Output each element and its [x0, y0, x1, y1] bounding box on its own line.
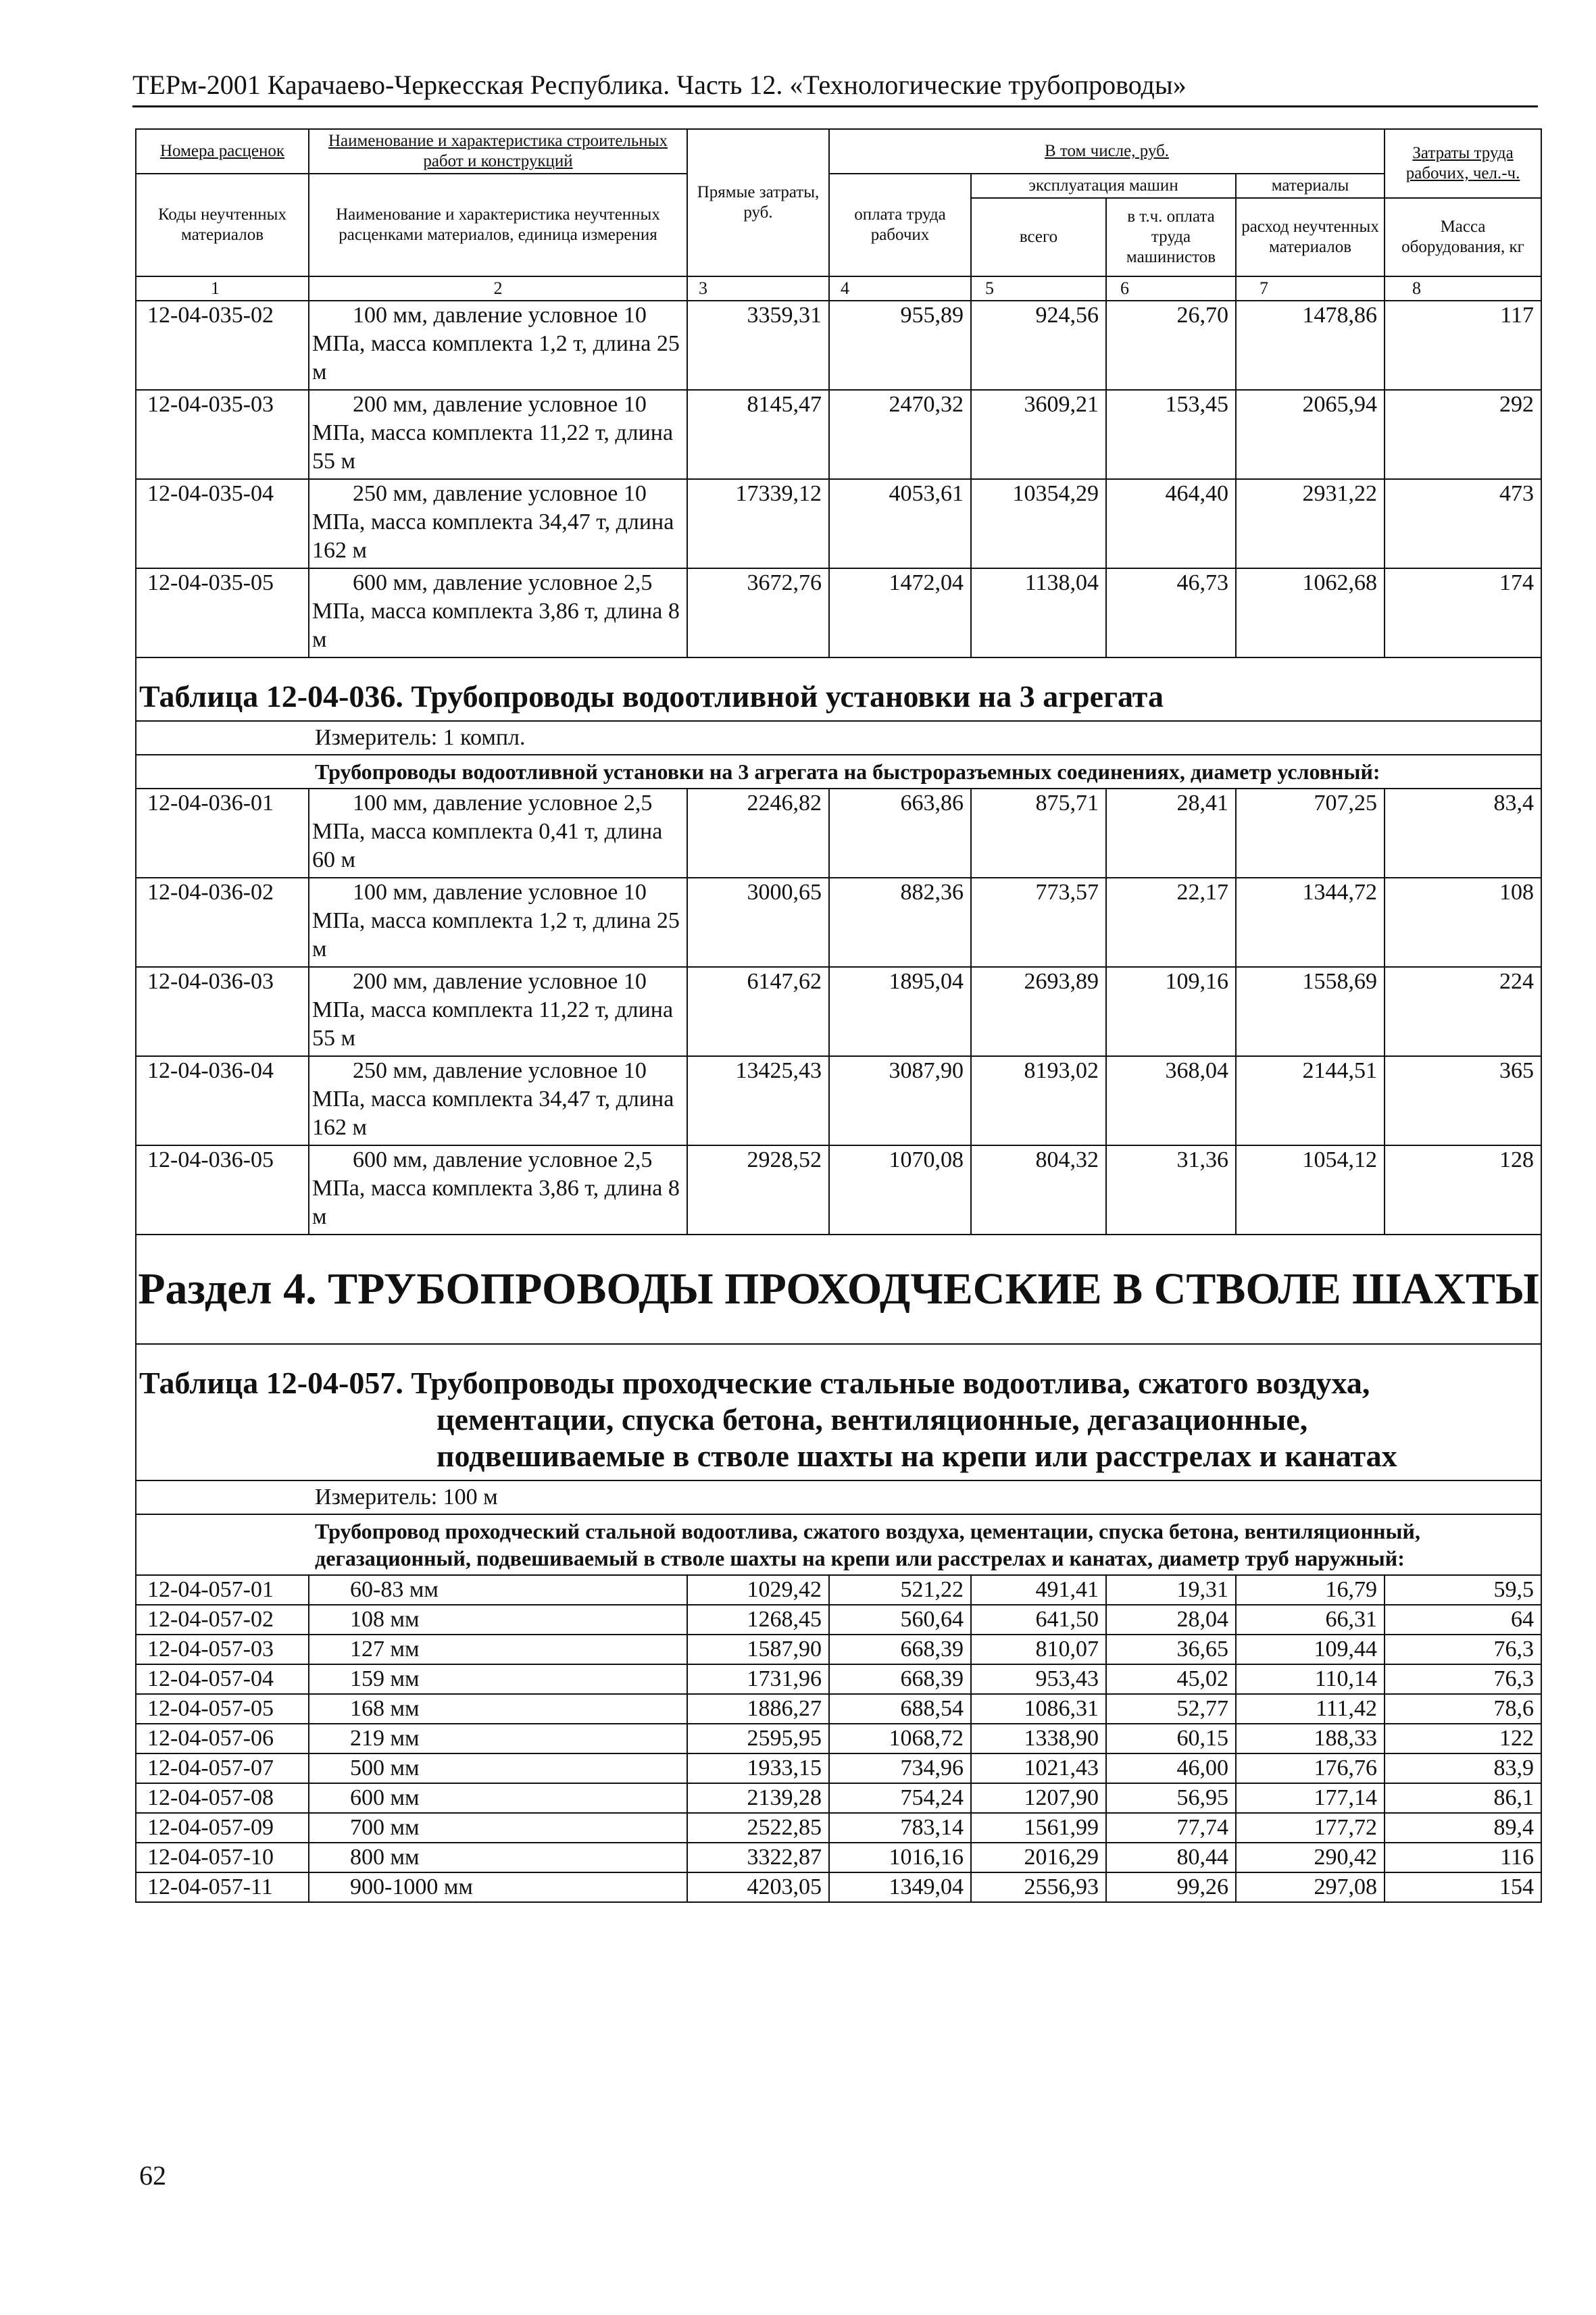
operators-pay: 19,31 [1106, 1575, 1236, 1605]
table-row [136, 967, 1541, 1056]
machines-total: 1138,04 [971, 568, 1106, 657]
materials-consumption: 16,79 [1236, 1575, 1385, 1605]
rate-code: 12-04-057-06 [136, 1724, 309, 1753]
operators-pay: 80,44 [1106, 1843, 1236, 1872]
operators-pay: 109,16 [1106, 967, 1236, 1056]
column-numbers-row [136, 276, 1541, 301]
operators-pay: 46,00 [1106, 1753, 1236, 1783]
machines-total: 773,57 [971, 878, 1106, 967]
table-12-04-036-head [136, 657, 1541, 789]
header-including: В том числе, руб. [829, 129, 1385, 174]
labor-hours: 117 [1385, 301, 1541, 390]
materials-consumption: 176,76 [1236, 1753, 1385, 1783]
materials-consumption: 707,25 [1236, 789, 1385, 878]
rates-table [135, 128, 1541, 1903]
machines-total: 8193,02 [971, 1056, 1106, 1145]
work-name: 250 мм, давление условное 10 МПа, масса комплекта 34,47 т, длина 162 м [309, 479, 687, 568]
machines-total: 1086,31 [971, 1694, 1106, 1724]
machines-total: 1021,43 [971, 1753, 1106, 1783]
rate-code: 12-04-036-03 [136, 967, 309, 1056]
machines-total: 641,50 [971, 1605, 1106, 1635]
rate-code: 12-04-035-05 [136, 568, 309, 657]
operators-pay: 77,74 [1106, 1813, 1236, 1843]
materials-consumption: 188,33 [1236, 1724, 1385, 1753]
rate-code: 12-04-057-11 [136, 1872, 309, 1902]
work-name: 127 мм [309, 1635, 687, 1664]
operators-pay: 26,70 [1106, 301, 1236, 390]
work-name: 600 мм, давление условное 2,5 МПа, масса комплекта 3,86 т, длина 8 м [309, 1145, 687, 1235]
table-row [136, 1635, 1541, 1664]
direct-costs: 6147,62 [687, 967, 829, 1056]
direct-costs: 2928,52 [687, 1145, 829, 1235]
labor-hours: 78,6 [1385, 1694, 1541, 1724]
column-number: 5 [971, 276, 1106, 301]
column-number: 1 [136, 276, 309, 301]
operators-pay: 22,17 [1106, 878, 1236, 967]
labor-pay: 1895,04 [829, 967, 971, 1056]
rate-code: 12-04-057-03 [136, 1635, 309, 1664]
table-row [136, 1664, 1541, 1694]
rate-code: 12-04-057-02 [136, 1605, 309, 1635]
operators-pay: 56,95 [1106, 1783, 1236, 1813]
measure-unit: Измеритель: 100 м [136, 1480, 1541, 1514]
labor-hours: 128 [1385, 1145, 1541, 1235]
direct-costs: 1933,15 [687, 1753, 829, 1783]
direct-costs: 3672,76 [687, 568, 829, 657]
materials-consumption: 1344,72 [1236, 878, 1385, 967]
materials-consumption: 290,42 [1236, 1843, 1385, 1872]
header-machines-total: всего [971, 198, 1106, 276]
materials-consumption: 2065,94 [1236, 390, 1385, 479]
operators-pay: 45,02 [1106, 1664, 1236, 1694]
table-row [136, 479, 1541, 568]
operators-pay: 464,40 [1106, 479, 1236, 568]
table-row [136, 1843, 1541, 1872]
materials-consumption: 1054,12 [1236, 1145, 1385, 1235]
table-row [136, 1575, 1541, 1605]
work-name: 600 мм [309, 1783, 687, 1813]
direct-costs: 17339,12 [687, 479, 829, 568]
work-name: 108 мм [309, 1605, 687, 1635]
labor-pay: 1349,04 [829, 1872, 971, 1902]
table-row [136, 1694, 1541, 1724]
machines-total: 953,43 [971, 1664, 1106, 1694]
labor-pay: 754,24 [829, 1783, 971, 1813]
work-name: 800 мм [309, 1843, 687, 1872]
labor-pay: 663,86 [829, 789, 971, 878]
labor-hours: 174 [1385, 568, 1541, 657]
section-title: Раздел 4. ТРУБОПРОВОДЫ ПРОХОДЧЕСКИЕ В СТВОЛЕ ШАХТЫ [136, 1235, 1541, 1344]
machines-total: 2693,89 [971, 967, 1106, 1056]
work-name: 500 мм [309, 1753, 687, 1783]
operators-pay: 368,04 [1106, 1056, 1236, 1145]
header-equipment-mass: Масса оборудования, кг [1385, 198, 1541, 276]
machines-total: 2016,29 [971, 1843, 1106, 1872]
machines-total: 804,32 [971, 1145, 1106, 1235]
rate-code: 12-04-057-09 [136, 1813, 309, 1843]
operators-pay: 99,26 [1106, 1872, 1236, 1902]
operators-pay: 46,73 [1106, 568, 1236, 657]
direct-costs: 13425,43 [687, 1056, 829, 1145]
header-work-name: Наименование и характеристика строительных работ и конструкций [309, 129, 687, 174]
labor-hours: 108 [1385, 878, 1541, 967]
header-labor-pay: оплата труда рабочих [829, 174, 971, 276]
subheading: Трубопроводы водоотливной установки на 3 агрегата на быстроразъемных соединениях, диаметр условный: [136, 755, 1541, 789]
direct-costs: 1268,45 [687, 1605, 829, 1635]
column-number: 2 [309, 276, 687, 301]
table-header [136, 129, 1541, 301]
rows-12-04-035 [136, 301, 1541, 657]
header-material-consumption: расход неучтенных материалов [1236, 198, 1385, 276]
table-row [136, 1145, 1541, 1235]
table-row [136, 789, 1541, 878]
work-name: 700 мм [309, 1813, 687, 1843]
labor-hours: 473 [1385, 479, 1541, 568]
machines-total: 924,56 [971, 301, 1106, 390]
labor-hours: 64 [1385, 1605, 1541, 1635]
work-name: 600 мм, давление условное 2,5 МПа, масса комплекта 3,86 т, длина 8 м [309, 568, 687, 657]
materials-consumption: 1558,69 [1236, 967, 1385, 1056]
labor-hours: 76,3 [1385, 1664, 1541, 1694]
table-row [136, 878, 1541, 967]
operators-pay: 28,41 [1106, 789, 1236, 878]
direct-costs: 3000,65 [687, 878, 829, 967]
header-material-codes: Коды неучтенных материалов [136, 174, 309, 276]
labor-hours: 83,4 [1385, 789, 1541, 878]
table-row [136, 1783, 1541, 1813]
machines-total: 810,07 [971, 1635, 1106, 1664]
direct-costs: 3322,87 [687, 1843, 829, 1872]
rate-code: 12-04-036-01 [136, 789, 309, 878]
labor-pay: 1068,72 [829, 1724, 971, 1753]
header-materials: материалы [1236, 174, 1385, 198]
direct-costs: 3359,31 [687, 301, 829, 390]
labor-hours: 292 [1385, 390, 1541, 479]
rate-code: 12-04-057-01 [136, 1575, 309, 1605]
header-machines: эксплуатация машин [971, 174, 1236, 198]
materials-consumption: 110,14 [1236, 1664, 1385, 1694]
column-number: 6 [1106, 276, 1236, 301]
labor-hours: 154 [1385, 1872, 1541, 1902]
direct-costs: 1587,90 [687, 1635, 829, 1664]
table-row [136, 1872, 1541, 1902]
rate-code: 12-04-036-04 [136, 1056, 309, 1145]
direct-costs: 2139,28 [687, 1783, 829, 1813]
measure-unit: Измеритель: 1 компл. [136, 721, 1541, 755]
materials-consumption: 66,31 [1236, 1605, 1385, 1635]
labor-hours: 365 [1385, 1056, 1541, 1145]
work-name: 168 мм [309, 1694, 687, 1724]
labor-pay: 560,64 [829, 1605, 971, 1635]
materials-consumption: 297,08 [1236, 1872, 1385, 1902]
work-name: 60-83 мм [309, 1575, 687, 1605]
running-header: ТЕРм-2001 Карачаево-Черкесская Республика. Часть 12. «Технологические трубопроводы» [132, 65, 1538, 107]
header-material-name: Наименование и характеристика неучтенных расценками материалов, единица измерения [309, 174, 687, 276]
labor-pay: 2470,32 [829, 390, 971, 479]
direct-costs: 2595,95 [687, 1724, 829, 1753]
work-name: 100 мм, давление условное 10 МПа, масса комплекта 1,2 т, длина 25 м [309, 878, 687, 967]
machines-total: 875,71 [971, 789, 1106, 878]
labor-pay: 1472,04 [829, 568, 971, 657]
rate-code: 12-04-035-02 [136, 301, 309, 390]
labor-hours: 122 [1385, 1724, 1541, 1753]
materials-consumption: 1478,86 [1236, 301, 1385, 390]
work-name: 200 мм, давление условное 10 МПа, масса комплекта 11,22 т, длина 55 м [309, 390, 687, 479]
operators-pay: 28,04 [1106, 1605, 1236, 1635]
table-row [136, 1753, 1541, 1783]
labor-pay: 668,39 [829, 1635, 971, 1664]
machines-total: 10354,29 [971, 479, 1106, 568]
operators-pay: 60,15 [1106, 1724, 1236, 1753]
header-direct-costs: Прямые затраты, руб. [687, 129, 829, 276]
header-labor-hours: Затраты труда рабочих, чел.-ч. [1385, 129, 1541, 198]
materials-consumption: 177,14 [1236, 1783, 1385, 1813]
work-name: 200 мм, давление условное 10 МПа, масса комплекта 11,22 т, длина 55 м [309, 967, 687, 1056]
materials-consumption: 2144,51 [1236, 1056, 1385, 1145]
section-4 [136, 1235, 1541, 1575]
materials-consumption: 1062,68 [1236, 568, 1385, 657]
labor-hours: 83,9 [1385, 1753, 1541, 1783]
machines-total: 1338,90 [971, 1724, 1106, 1753]
operators-pay: 36,65 [1106, 1635, 1236, 1664]
machines-total: 491,41 [971, 1575, 1106, 1605]
materials-consumption: 111,42 [1236, 1694, 1385, 1724]
machines-total: 3609,21 [971, 390, 1106, 479]
operators-pay: 31,36 [1106, 1145, 1236, 1235]
column-number: 3 [687, 276, 829, 301]
work-name: 900-1000 мм [309, 1872, 687, 1902]
machines-total: 1207,90 [971, 1783, 1106, 1813]
table-row [136, 390, 1541, 479]
materials-consumption: 177,72 [1236, 1813, 1385, 1843]
column-number: 7 [1236, 276, 1385, 301]
direct-costs: 1731,96 [687, 1664, 829, 1694]
table-row [136, 568, 1541, 657]
labor-pay: 1016,16 [829, 1843, 971, 1872]
direct-costs: 1886,27 [687, 1694, 829, 1724]
rate-code: 12-04-057-05 [136, 1694, 309, 1724]
rate-code: 12-04-057-04 [136, 1664, 309, 1694]
operators-pay: 52,77 [1106, 1694, 1236, 1724]
materials-consumption: 109,44 [1236, 1635, 1385, 1664]
column-number: 8 [1385, 276, 1541, 301]
rows-12-04-036 [136, 789, 1541, 1235]
table-row [136, 301, 1541, 390]
rows-12-04-057 [136, 1575, 1541, 1902]
table-row [136, 1724, 1541, 1753]
labor-pay: 783,14 [829, 1813, 971, 1843]
direct-costs: 2522,85 [687, 1813, 829, 1843]
work-name: 250 мм, давление условное 10 МПа, масса комплекта 34,47 т, длина 162 м [309, 1056, 687, 1145]
labor-pay: 3087,90 [829, 1056, 971, 1145]
labor-pay: 4053,61 [829, 479, 971, 568]
work-name: 100 мм, давление условное 10 МПа, масса комплекта 1,2 т, длина 25 м [309, 301, 687, 390]
direct-costs: 4203,05 [687, 1872, 829, 1902]
machines-total: 1561,99 [971, 1813, 1106, 1843]
rate-code: 12-04-035-04 [136, 479, 309, 568]
page-number: 62 [139, 2160, 166, 2191]
labor-pay: 955,89 [829, 301, 971, 390]
subheading: Трубопровод проходческий стальной водоотлива, сжатого воздуха, цементации, спуска бетона, вентиляционный, дегазационный, подвешиваемый в стволе шахты на крепи или расстрелах и канатах, диаметр труб наружный: [136, 1514, 1541, 1575]
work-name: 219 мм [309, 1724, 687, 1753]
table-title: Таблица 12-04-036. Трубопроводы водоотливной установки на 3 агрегата [136, 657, 1541, 721]
labor-hours: 116 [1385, 1843, 1541, 1872]
operators-pay: 153,45 [1106, 390, 1236, 479]
direct-costs: 1029,42 [687, 1575, 829, 1605]
table-row [136, 1813, 1541, 1843]
column-number: 4 [829, 276, 971, 301]
rate-code: 12-04-057-10 [136, 1843, 309, 1872]
table-row [136, 1056, 1541, 1145]
materials-consumption: 2931,22 [1236, 479, 1385, 568]
rate-code: 12-04-057-08 [136, 1783, 309, 1813]
labor-pay: 521,22 [829, 1575, 971, 1605]
labor-pay: 882,36 [829, 878, 971, 967]
labor-pay: 1070,08 [829, 1145, 971, 1235]
rate-code: 12-04-036-05 [136, 1145, 309, 1235]
labor-hours: 59,5 [1385, 1575, 1541, 1605]
work-name: 159 мм [309, 1664, 687, 1694]
labor-pay: 668,39 [829, 1664, 971, 1694]
labor-pay: 734,96 [829, 1753, 971, 1783]
header-operators-pay: в т.ч. оплата труда машинистов [1106, 198, 1236, 276]
table-row [136, 1605, 1541, 1635]
labor-hours: 224 [1385, 967, 1541, 1056]
rate-code: 12-04-035-03 [136, 390, 309, 479]
direct-costs: 8145,47 [687, 390, 829, 479]
machines-total: 2556,93 [971, 1872, 1106, 1902]
work-name: 100 мм, давление условное 2,5 МПа, масса комплекта 0,41 т, длина 60 м [309, 789, 687, 878]
labor-hours: 76,3 [1385, 1635, 1541, 1664]
table-title: Таблица 12-04-057. Трубопроводы проходческие стальные водоотлива, сжатого воздуха, цементации, спуска бетона, вентиляционные, дегазационные, подвешиваемые в стволе шахты на крепи или расстрелах и канатах [136, 1344, 1541, 1480]
header-rate-numbers: Номера расценок [136, 129, 309, 174]
rate-code: 12-04-036-02 [136, 878, 309, 967]
labor-pay: 688,54 [829, 1694, 971, 1724]
direct-costs: 2246,82 [687, 789, 829, 878]
rate-code: 12-04-057-07 [136, 1753, 309, 1783]
labor-hours: 86,1 [1385, 1783, 1541, 1813]
labor-hours: 89,4 [1385, 1813, 1541, 1843]
